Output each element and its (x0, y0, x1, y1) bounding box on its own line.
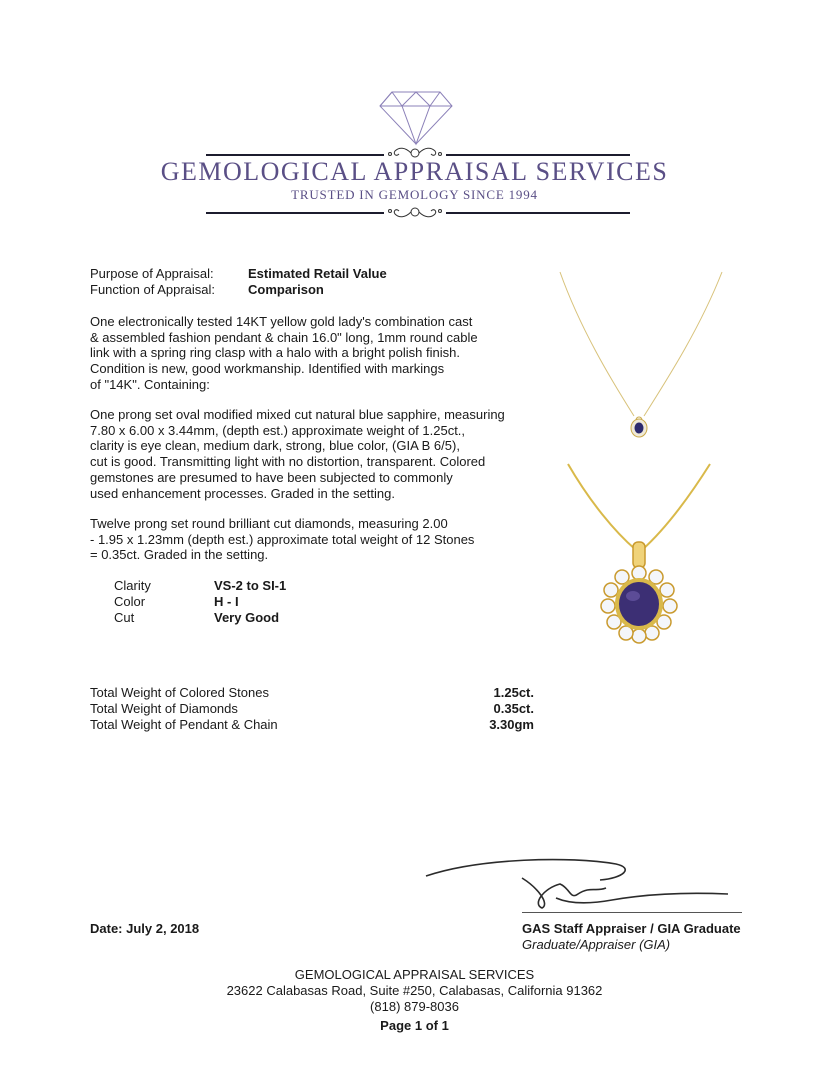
appraiser-title: GAS Staff Appraiser / GIA Graduate (522, 921, 741, 936)
grade-label-color: Color (114, 594, 146, 609)
grade-label-cut: Cut (114, 610, 135, 625)
function-value: Comparison (248, 282, 324, 297)
sapphire-line: cut is good. Transmitting light with no distortion, transparent. Colored (90, 454, 486, 470)
total-label-pendant: Total Weight of Pendant & Chain (90, 717, 278, 732)
diamonds-line: = 0.35ct. Graded in the setting. (90, 547, 269, 563)
page-number: Page 1 of 1 (380, 1018, 449, 1033)
total-value-diamonds: 0.35ct. (493, 701, 534, 716)
pendant-closeup-photo (560, 462, 720, 647)
sapphire-line: One prong set oval modified mixed cut natural blue sapphire, measuring (90, 407, 505, 422)
logo-bottom-ornament-icon (386, 204, 444, 220)
grade-label-clarity: Clarity (114, 578, 151, 593)
logo-title: GEMOLOGICAL APPRAISAL SERVICES (160, 157, 669, 186)
sapphire-line: used enhancement processes. Graded in the setting. (90, 485, 395, 501)
description-line: link with a spring ring clasp with a halo with a bright polish finish. (90, 345, 460, 361)
sapphire-line: gemstones are presumed to have been subjected to commonly (90, 469, 453, 485)
signature-line (522, 912, 742, 913)
total-value-pendant: 3.30gm (489, 717, 534, 732)
description-line: & assembled fashion pendant & chain 16.0" long, 1mm round cable (90, 329, 478, 345)
pendant-full-photo (550, 268, 730, 448)
sapphire-line: clarity is eye clean, medium dark, strong, blue color, (GIA B 6/5), (90, 438, 460, 454)
footer-company: GEMOLOGICAL APPRAISAL SERVICES (294, 967, 535, 982)
appraiser-signature (420, 848, 750, 918)
logo-tagline: TRUSTED IN GEMOLOGY SINCE 1994 (291, 187, 538, 202)
sapphire-description (90, 407, 540, 501)
total-label-diamonds: Total Weight of Diamonds (90, 701, 238, 716)
purpose-label: Purpose of Appraisal: (90, 266, 214, 281)
diamond-logo-icon (378, 90, 454, 146)
function-label: Function of Appraisal: (90, 282, 216, 297)
description-line: Condition is new, good workmanship. Identified with markings (90, 361, 445, 377)
purpose-value: Estimated Retail Value (248, 266, 387, 281)
logo-top-rule-left (206, 154, 384, 156)
logo-top-rule-right (446, 154, 630, 156)
description-line: of "14K". Containing: (90, 376, 210, 392)
grade-value-clarity: VS-2 to SI-1 (214, 578, 287, 593)
grade-value-color: H - I (214, 594, 239, 609)
footer-phone: (818) 879-8036 (370, 999, 459, 1014)
item-description (90, 314, 540, 393)
diamonds-description (90, 516, 540, 563)
footer-address: 23622 Calabasas Road, Suite #250, Calabasas, California 91362 (226, 983, 603, 998)
total-label-colored: Total Weight of Colored Stones (90, 685, 269, 700)
appraisal-date: Date: July 2, 2018 (90, 921, 200, 936)
description-line: One electronically tested 14KT yellow gold lady's combination cast (90, 314, 473, 329)
grade-value-cut: Very Good (214, 610, 280, 625)
sapphire-line: 7.80 x 6.00 x 3.44mm, (depth est.) approximate weight of 1.25ct., (90, 422, 466, 438)
logo-bottom-rule-left (206, 212, 384, 214)
total-value-colored: 1.25ct. (493, 685, 534, 700)
diamonds-line: Twelve prong set round brilliant cut diamonds, measuring 2.00 (90, 516, 448, 531)
logo-bottom-rule-right (446, 212, 630, 214)
diamonds-line: - 1.95 x 1.23mm (depth est.) approximate total weight of 12 Stones (90, 531, 475, 547)
appraiser-subtitle: Graduate/Appraiser (GIA) (522, 937, 671, 952)
